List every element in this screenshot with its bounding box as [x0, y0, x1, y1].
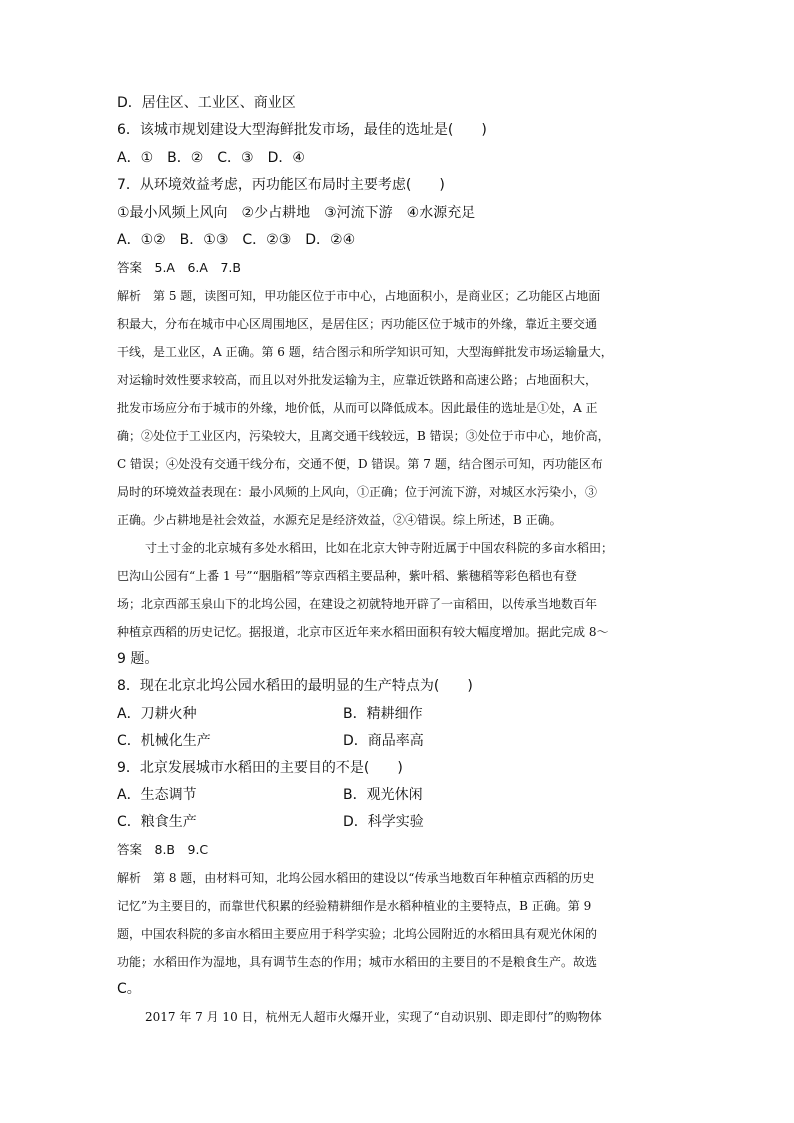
explanation-line: 积最大，分布在城市中心区周围地区，是居住区；丙功能区位于城市的外缘，靠近主要交通 [117, 317, 598, 331]
material-line: 巴沟山公园有“上番 1 号”“胭脂稻”等京西稻主要品种，紫叶稻、紫穗稻等彩色稻也有登 [117, 569, 577, 583]
explanation-line: 批发市场应分布于城市的外缘，地价低，从而可以降低成本。因此最佳的选址是①处，A 正 [117, 401, 598, 415]
question-9-option-d: D．科学实验 [343, 814, 424, 830]
material-line: 寸土寸金的北京城有多处水稻田，比如在北京大钟寺附近属于中国农科院的多亩水稻田； [145, 541, 614, 555]
explanation-line: 对运输时效性要求较高，而且以对外批发运输为主，应靠近铁路和高速公路；占地面积大， [117, 373, 598, 387]
question-8-option-b: B．精耕细作 [343, 706, 423, 722]
explanation-line: 正确。少占耕地是社会效益，水源充足是经济效益，②④错误。综上所述，B 正确。 [117, 513, 562, 527]
question-7: 7．从环境效益考虑，丙功能区布局时主要考虑( ) [117, 177, 445, 193]
explanation-line: 解析 第 8 题，由材料可知，北坞公园水稻田的建设以“传承当地数百年种植京西稻的历史 [117, 871, 595, 885]
answer-8-9: 答案 8.B 9.C [117, 842, 209, 857]
explanation-line: 解析 第 5 题，读图可知，甲功能区位于市中心，占地面积小，是商业区；乙功能区占地面 [117, 289, 601, 303]
explanation-line: 功能；水稻田作为湿地，具有调节生态的作用；城市水稻田的主要目的不是粮食生产。故选 [117, 955, 598, 969]
question-8-option-c: C．机械化生产 [117, 733, 211, 749]
question-7-options: A．①② B．①③ C．②③ D．②④ [117, 232, 356, 248]
question-9-option-c: C．粮食生产 [117, 814, 197, 830]
question-6-options: A．① B．② C．③ D．④ [117, 150, 305, 166]
question-9-option-b: B．观光休闲 [343, 787, 423, 803]
question-7-items: ①最小风频上风向 ②少占耕地 ③河流下游 ④水源充足 [117, 205, 476, 221]
option-d-line: D．居住区、工业区、商业区 [117, 95, 296, 111]
question-9-option-a: A．生态调节 [117, 787, 197, 803]
answer-5-7: 答案 5.A 6.A 7.B [117, 260, 241, 275]
explanation-line: 题，中国农科院的多亩水稻田主要应用于科学实验；北坞公园附近的水稻田具有观光休闲的 [117, 927, 598, 941]
question-8-option-d: D．商品率高 [343, 733, 424, 749]
explanation-line: C 错误；④处没有交通干线分布，交通不便，D 错误。第 7 题，结合图示可知，丙功能区布 [117, 457, 603, 471]
explanation-line: 局时的环境效益表现在：最小风频的上风向，①正确；位于河流下游，对城区水污染小，③ [117, 485, 598, 499]
material-line: 9 题。 [117, 651, 159, 667]
question-8-option-a: A．刀耕火种 [117, 706, 197, 722]
explanation-line: 确；②处位于工业区内，污染较大，且离交通干线较远，B 错误；③处位于市中心，地价高， [117, 429, 610, 443]
next-material-line: 2017 年 7 月 10 日，杭州无人超市火爆开业，实现了“自动识别、即走即付”的购物体 [145, 1010, 602, 1024]
material-line: 场；北京西部玉泉山下的北坞公园，在建设之初就特地开辟了一亩稻田，以传承当地数百年 [117, 597, 598, 611]
explanation-line: C。 [117, 981, 141, 997]
question-9: 9．北京发展城市水稻田的主要目的不是( ) [117, 760, 403, 776]
explanation-line: 干线，是工业区，A 正确。第 6 题，结合图示和所学知识可知，大型海鲜批发市场运输量大， [117, 345, 613, 359]
explanation-line: 记忆”为主要目的，而靠世代积累的经验精耕细作是水稻种植业的主要特点，B 正确。第 9 [117, 899, 592, 913]
question-6: 6．该城市规划建设大型海鲜批发市场，最佳的选址是( ) [117, 122, 487, 138]
material-line: 种植京西稻的历史记忆。据报道，北京市区近年来水稻田面积有较大幅度增加。据此完成 8～ [117, 625, 609, 639]
question-8: 8．现在北京北坞公园水稻田的最明显的生产特点为( ) [117, 678, 473, 694]
